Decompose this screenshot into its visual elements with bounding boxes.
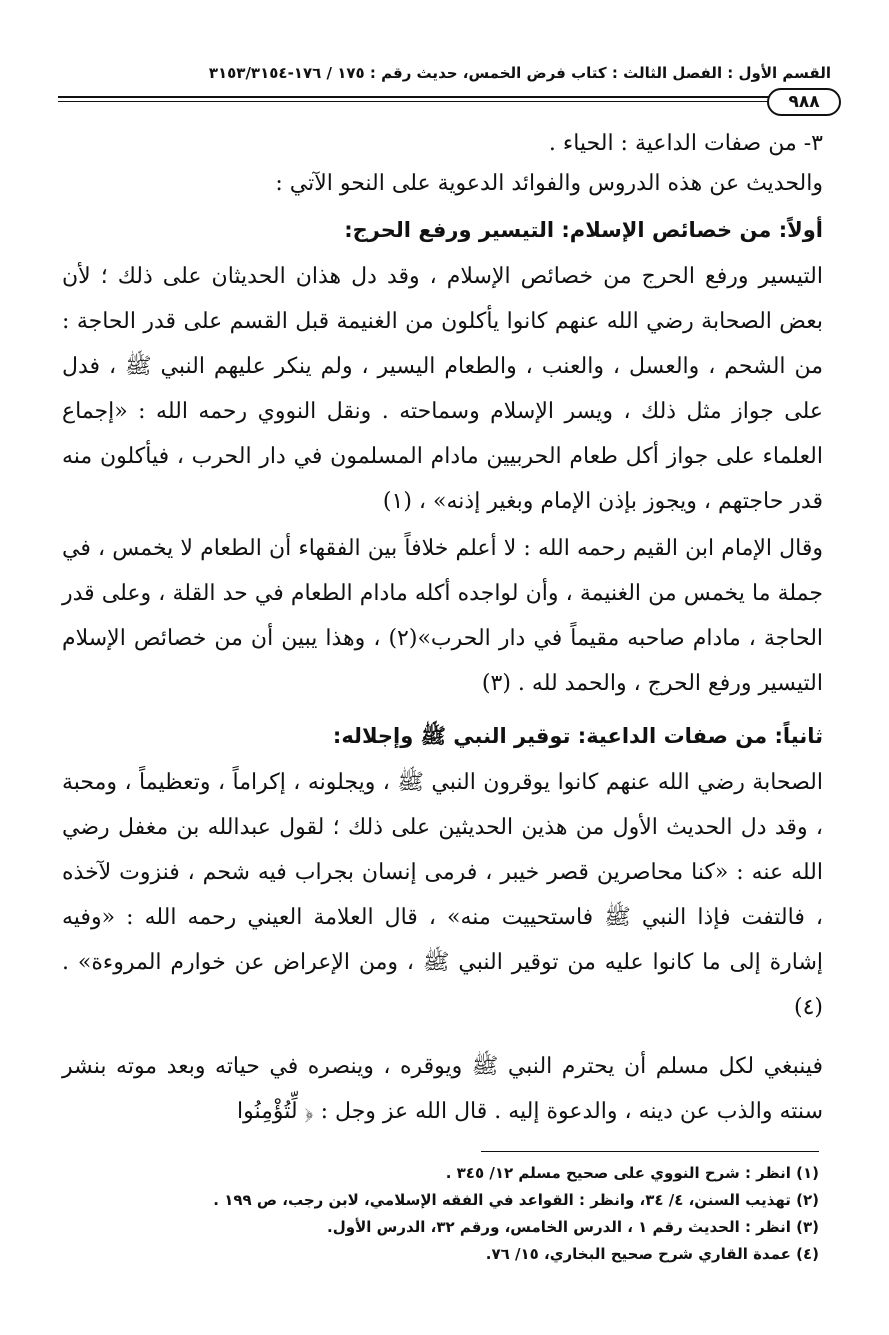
header-rule — [58, 96, 769, 102]
footnote-divider — [481, 1151, 819, 1152]
page-body — [62, 124, 823, 1134]
intro-line: والحديث عن هذه الدروس والفوائد الدعوية على النحو الآتي : — [275, 171, 823, 196]
running-header: القسم الأول : الفصل الثالث : كتاب فرض الخمس، حديث رقم : ١٧٥ / ١٧٦-٣١٥٣/٣١٥٤ — [208, 64, 831, 82]
paragraph: التيسير ورفع الحرج من خصائص الإسلام ، وقد دل هذان الحديثان على ذلك ؛ لأن بعض الصحابة رضي الله عنهم كانوا يأكلون من الغنيمة قبل القسم على قدر الحاجة : من الشحم ، والعسل ، والعنب ، والطعام اليسير ، ولم ينكر عليهم النبي ﷺ ، فدل على جواز مثل ذلك ، ويسر الإسلام وسماحته . ونقل النووي رحمه الله : «إجماع العلماء على جواز أكل طعام الحربيين مادام المسلمون في دار الحرب ، فيأكلون منه قدر حاجتهم ، ويجوز بإذن الإمام وبغير إذنه» ، (١) — [62, 264, 823, 514]
section-heading: أولاً: من خصائص الإسلام: التيسير ورفع الحرج: — [344, 218, 823, 242]
section-heading: ثانياً: من صفات الداعية: توقير النبي ﷺ وإجلاله: — [332, 724, 823, 748]
page-number-badge: ٩٨٨ — [767, 88, 841, 116]
paragraph: وقال الإمام ابن القيم رحمه الله : لا أعلم خلافاً بين الفقهاء أن الطعام لا يخمس ، في جملة ما يخمس من الغنيمة ، وأن لواجده أكله مادام الطعام في حد القلة ، وعلى قدر الحاجة ، مادام صاحبه مقيماً في دار الحرب»(٢) ، وهذا يبين أن من خصائص الإسلام التيسير ورفع الحرج ، والحمد لله . (٣) — [62, 536, 824, 696]
footnote: (١) انظر : شرح النووي على صحيح مسلم ١٢/ ٣٤٥ . — [445, 1164, 819, 1182]
footnote: (٣) انظر : الحديث رقم ١ ، الدرس الخامس، ورقم ٣٢، الدرس الأول. — [327, 1218, 819, 1236]
footnote: (٢) تهذيب السنن، ٤/ ٣٤، وانظر : القواعد في الفقه الإسلامي، لابن رجب، ص ١٩٩ . — [213, 1191, 819, 1209]
intro-line: ٣- من صفات الداعية : الحياء . — [548, 131, 823, 156]
footnotes — [60, 1160, 819, 1268]
paragraph: الصحابة رضي الله عنهم كانوا يوقرون النبي ﷺ ، ويجلونه ، إكراماً ، وتعظيماً ، ومحبة ، وقد دل الحديث الأول من هذين الحديثين على ذلك ؛ لقول عبدالله بن مغفل رضي الله عنه : «كنا محاصرين قصر خيبر ، فرمى إنسان بجراب فيه شحم ، فنزوت لآخذه ، فالتفت فإذا النبي ﷺ فاستحييت منه» ، قال العلامة العيني رحمه الله : «وفيه إشارة إلى ما كانوا عليه من توقير النبي ﷺ ، ومن الإعراض عن خوارم المروءة» . (٤) — [62, 770, 823, 1020]
footnote: (٤) عمدة القاري شرح صحيح البخاري، ١٥/ ٧٦. — [485, 1245, 819, 1263]
paragraph: فينبغي لكل مسلم أن يحترم النبي ﷺ ويوقره ، وينصره في حياته وبعد موته بنشر سنته والذب عن دينه ، والدعوة إليه . قال الله عز وجل : ﴿ لِّتُؤْمِنُوا — [62, 1054, 823, 1124]
